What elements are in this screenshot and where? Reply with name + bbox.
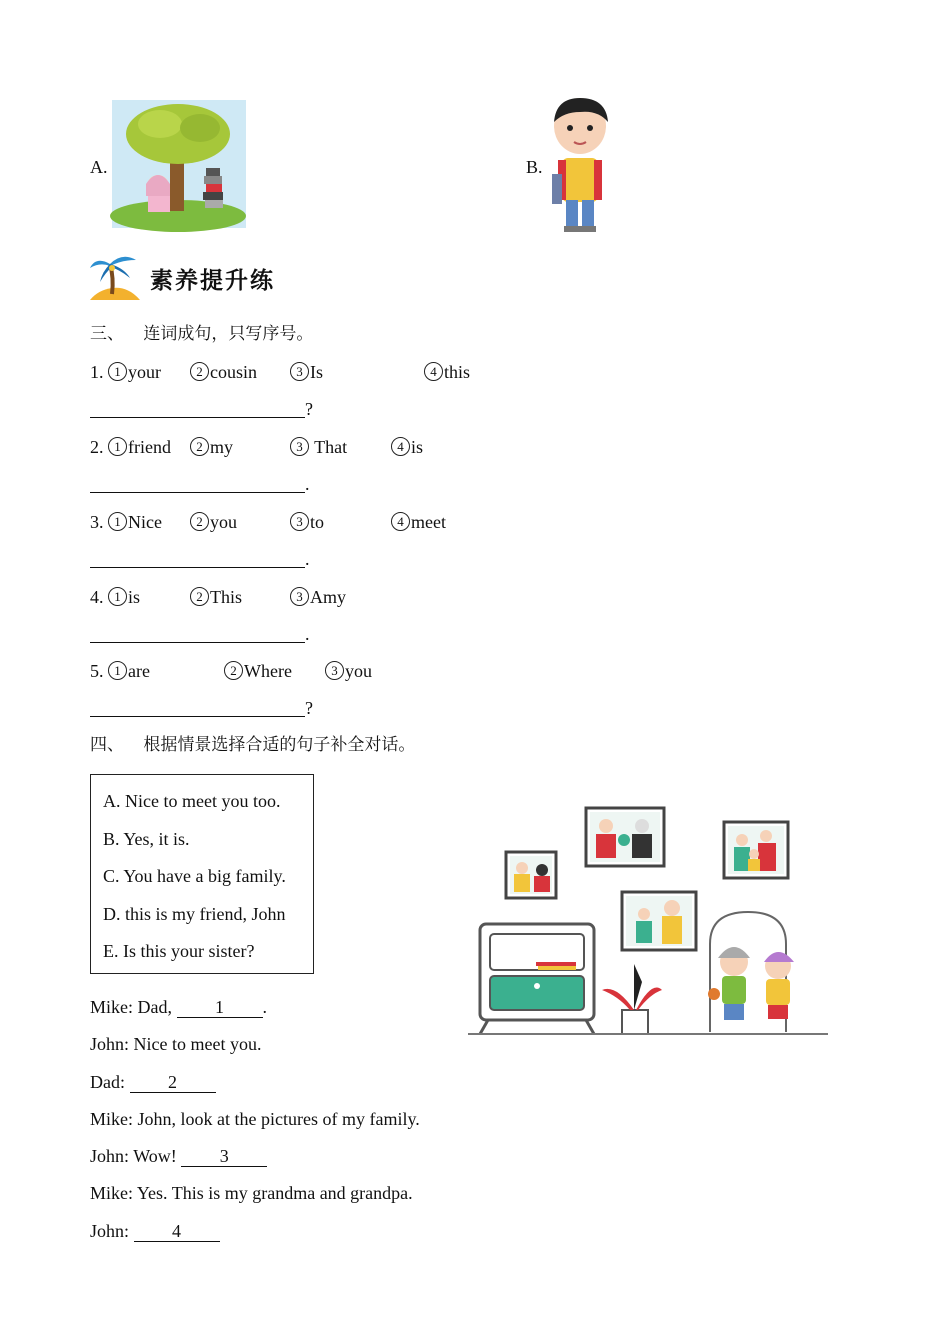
- word-text: is: [411, 437, 424, 457]
- word-option: [290, 361, 323, 383]
- answer-blank[interactable]: [90, 474, 305, 493]
- section3-heading-number: 三、: [90, 324, 124, 344]
- answer-line[interactable]: [90, 697, 313, 719]
- word-option: [108, 511, 162, 533]
- word-text: Where: [244, 661, 292, 681]
- dialogue-line: [90, 1220, 220, 1242]
- dialogue-line: [90, 1145, 267, 1167]
- answer-punctuation: ?: [305, 399, 313, 419]
- circled-number: 4: [424, 362, 443, 381]
- dialogue-line: [90, 996, 267, 1018]
- word-option: [391, 511, 446, 533]
- dialogue-line: [90, 1108, 420, 1130]
- section3-heading-text: 连词成句，只写序号。: [143, 324, 314, 344]
- word-option: [108, 436, 171, 458]
- dialogue-line: [90, 1182, 413, 1204]
- speaker-name: Mike:: [90, 1183, 133, 1203]
- circled-number: 1: [108, 437, 127, 456]
- dialogue-punctuation: .: [262, 997, 267, 1017]
- answer-line[interactable]: [90, 623, 310, 645]
- word-text: you: [345, 661, 372, 681]
- word-option: [108, 660, 150, 682]
- answer-blank[interactable]: [90, 399, 305, 418]
- option-b-label: B.: [526, 157, 543, 177]
- circled-number: 1: [108, 661, 127, 680]
- answer-punctuation: .: [305, 624, 310, 644]
- word-option: [108, 586, 140, 608]
- word-text: friend: [128, 437, 171, 457]
- answer-line[interactable]: [90, 398, 313, 420]
- section4-heading-text: 根据情景选择合适的句子补全对话。: [143, 735, 416, 755]
- dialogue-blank[interactable]: 1: [177, 997, 263, 1018]
- circled-number: 2: [190, 512, 209, 531]
- section3-heading: [90, 323, 313, 345]
- circled-number: 2: [190, 437, 209, 456]
- section4-heading: [90, 734, 415, 756]
- dialogue-text: Dad,: [137, 997, 177, 1017]
- word-option: [290, 511, 324, 533]
- circled-number: 3: [290, 437, 309, 456]
- dialogue-text: John, look at the pictures of my family.: [137, 1109, 420, 1129]
- circled-number: 4: [391, 512, 410, 531]
- palm-island-icon: [88, 252, 142, 302]
- circled-number: 3: [325, 661, 344, 680]
- speaker-name: John:: [90, 1221, 130, 1241]
- word-option: [391, 436, 423, 458]
- dialogue-text: Wow!: [133, 1146, 182, 1166]
- word-option: [190, 586, 242, 608]
- answer-blank[interactable]: [90, 624, 305, 643]
- word-text: cousin: [210, 362, 257, 382]
- option-a-label: A.: [90, 157, 108, 177]
- word-text: Nice: [128, 512, 162, 532]
- word-option: [290, 586, 346, 608]
- word-text: are: [128, 661, 150, 681]
- family-photos-room-image: [466, 804, 830, 1040]
- answer-option: D. this is my friend, John: [103, 903, 286, 924]
- word-option: [190, 361, 257, 383]
- dialogue-text: Nice to meet you.: [133, 1034, 262, 1054]
- word-option: [424, 361, 470, 383]
- word-text: This: [210, 587, 243, 607]
- word-text: my: [210, 437, 234, 457]
- word-text: to: [310, 512, 325, 532]
- speaker-name: John:: [90, 1034, 130, 1054]
- dialogue-blank[interactable]: 2: [130, 1072, 216, 1093]
- word-option: [190, 511, 237, 533]
- answer-blank[interactable]: [90, 698, 305, 717]
- question-number: 5.: [90, 661, 104, 681]
- answer-option: C. You have a big family.: [103, 866, 286, 886]
- answer-line[interactable]: [90, 548, 310, 570]
- answer-option: A. Nice to meet you too.: [103, 791, 281, 811]
- dialogue-blank[interactable]: 3: [181, 1146, 267, 1167]
- options-box: [90, 774, 314, 974]
- dialogue-line: [90, 1071, 216, 1093]
- word-text: is: [128, 587, 141, 607]
- word-option: [290, 436, 347, 458]
- question-number: 4.: [90, 587, 104, 607]
- word-option: [108, 361, 161, 383]
- circled-number: 2: [190, 362, 209, 381]
- word-text: your: [128, 362, 161, 382]
- word-text: That: [310, 437, 348, 457]
- question-number: 2.: [90, 437, 104, 457]
- section4-heading-number: 四、: [90, 735, 124, 755]
- girl-reading-under-tree-image: [108, 96, 250, 232]
- dialogue-line: [90, 1033, 261, 1055]
- circled-number: 2: [224, 661, 243, 680]
- word-text: meet: [411, 512, 446, 532]
- circled-number: 1: [108, 512, 127, 531]
- banner-title: 素养提升练: [150, 268, 275, 294]
- answer-line[interactable]: [90, 473, 310, 495]
- speaker-name: John:: [90, 1146, 130, 1166]
- circled-number: 3: [290, 512, 309, 531]
- word-option: [325, 660, 372, 682]
- circled-number: 3: [290, 587, 309, 606]
- circled-number: 4: [391, 437, 410, 456]
- answer-punctuation: .: [305, 474, 310, 494]
- question-number: 3.: [90, 512, 104, 532]
- speaker-name: Mike:: [90, 997, 133, 1017]
- speaker-name: Mike:: [90, 1109, 133, 1129]
- dialogue-text: Yes. This is my grandma and grandpa.: [136, 1183, 413, 1203]
- word-text: this: [444, 362, 471, 382]
- answer-punctuation: .: [305, 549, 310, 569]
- answer-punctuation: ?: [305, 698, 313, 718]
- word-text: you: [210, 512, 237, 532]
- circled-number: 1: [108, 362, 127, 381]
- circled-number: 2: [190, 587, 209, 606]
- question-number: 1.: [90, 362, 104, 382]
- dialogue-blank[interactable]: 4: [134, 1221, 220, 1242]
- word-option: [190, 436, 233, 458]
- word-text: Is: [310, 362, 323, 382]
- boy-with-books-image: [542, 96, 618, 234]
- answer-option: B. Yes, it is.: [103, 828, 190, 849]
- answer-blank[interactable]: [90, 549, 305, 568]
- word-option: [224, 660, 292, 682]
- circled-number: 3: [290, 362, 309, 381]
- circled-number: 1: [108, 587, 127, 606]
- word-text: Amy: [310, 587, 346, 607]
- answer-option: E. Is this your sister?: [103, 941, 255, 961]
- speaker-name: Dad:: [90, 1072, 125, 1092]
